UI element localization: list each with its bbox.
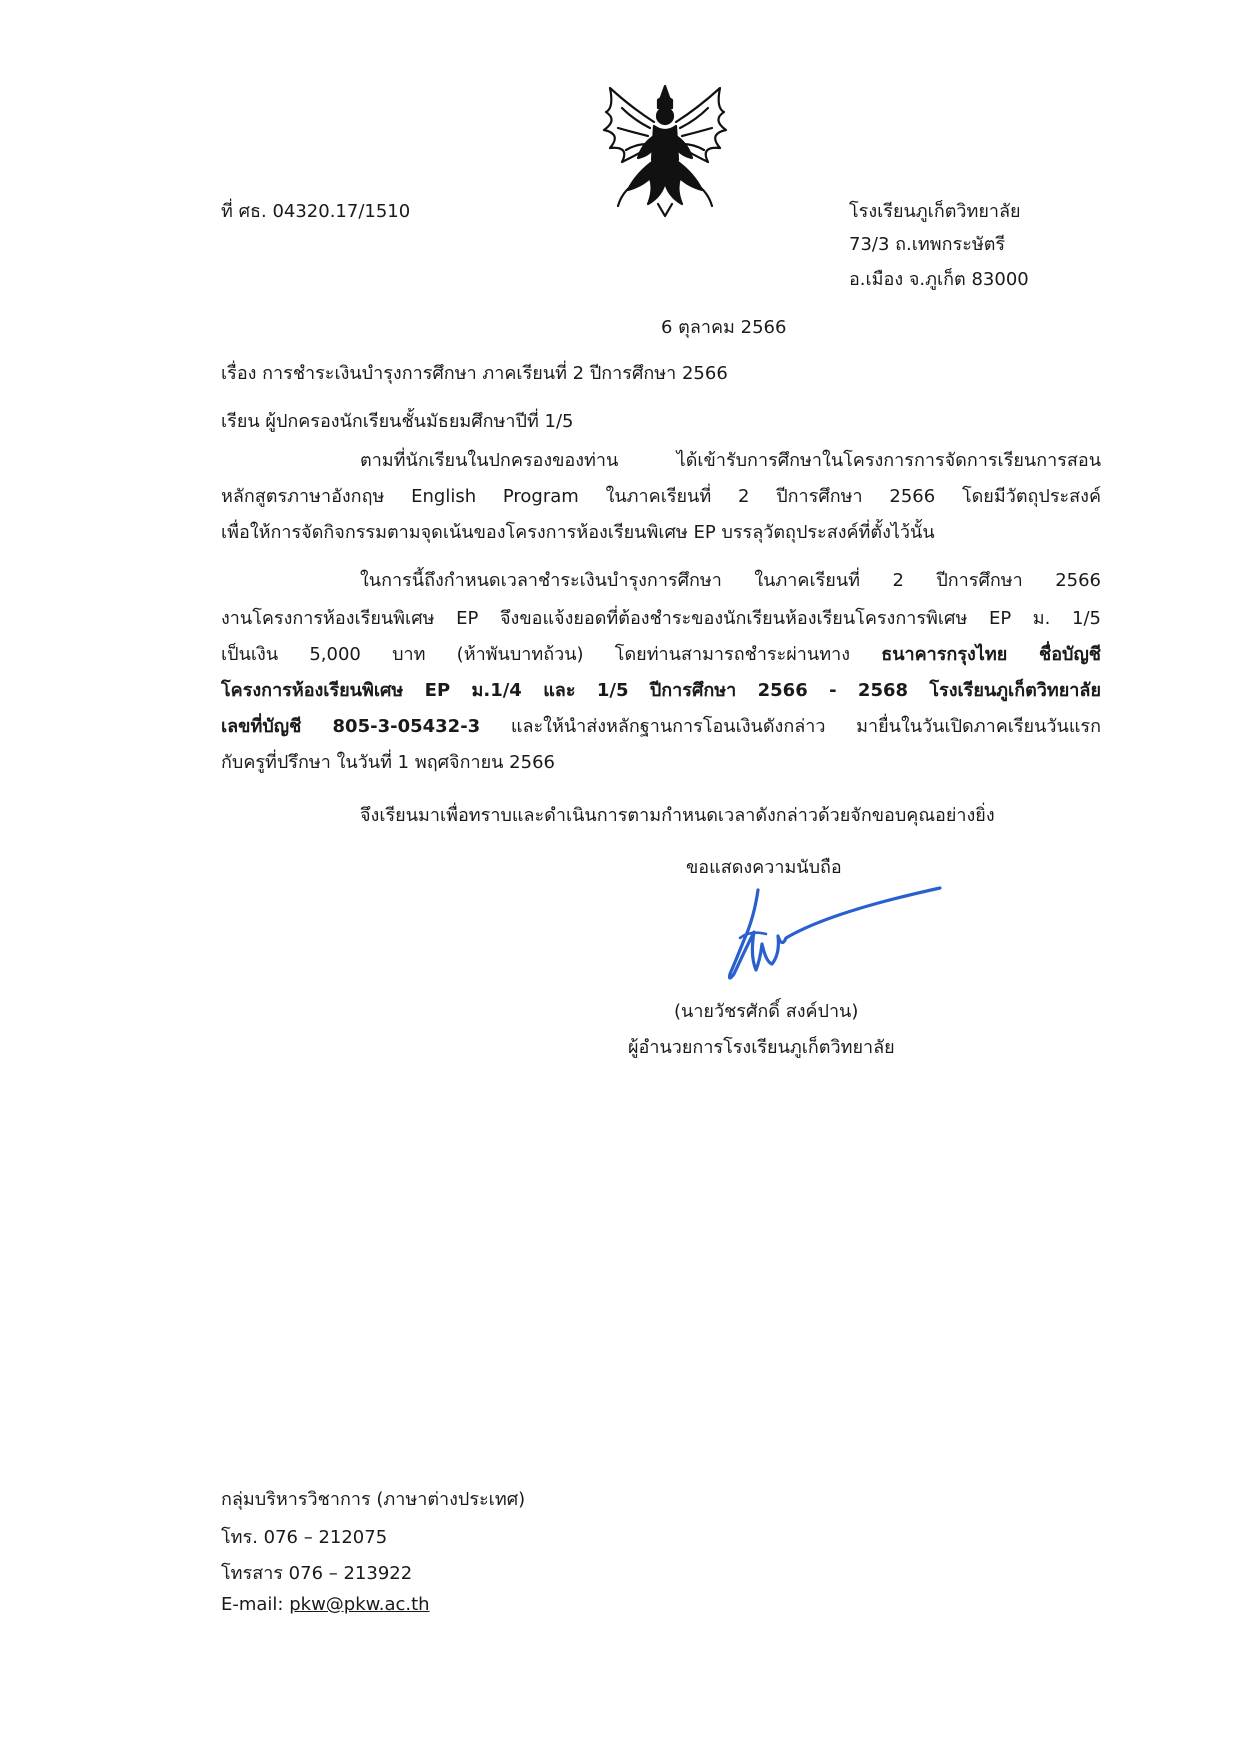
- paragraph-line: [221, 718, 1101, 736]
- paragraph-line: เพื่อให้การจัดกิจกรรมตามจุดเน้นของโครงการห้องเรียนพิเศษ EP บรรลุวัตถุประสงค์ที่ตั้งไว้นั้น: [221, 522, 935, 543]
- garuda-emblem-icon: [592, 78, 738, 218]
- sender-address-line1: 73/3 ถ.เทพกระษัตรี: [849, 234, 1006, 255]
- complimentary-close: ขอแสดงความนับถือ: [686, 857, 842, 878]
- signer-name: (นายวัชรศักดิ์ สงค์ปาน): [674, 1001, 859, 1022]
- contact-phone: โทร. 076 – 212075: [221, 1527, 388, 1548]
- payment-amount-text: เป็นเงิน 5,000 บาท (ห้าพันบาทถ้วน) โดยท่านสามารถชำระผ่านทาง: [221, 644, 882, 665]
- signer-title: ผู้อำนวยการโรงเรียนภูเก็ตวิทยาลัย: [628, 1037, 895, 1058]
- letter-recipient: เรียน ผู้ปกครองนักเรียนชั้นมัธยมศึกษาปีที่ 1/5: [221, 411, 574, 432]
- letter-date: 6 ตุลาคม 2566: [661, 317, 787, 338]
- paragraph-line: กับครูที่ปรึกษา ในวันที่ 1 พฤศจิกายน 2566: [221, 752, 555, 773]
- bank-name-text: ธนาคารกรุงไทย ชื่อบัญชี: [881, 644, 1101, 665]
- contact-email-link[interactable]: pkw@pkw.ac.th: [289, 1594, 430, 1615]
- contact-email-label: E-mail:: [221, 1594, 290, 1615]
- paragraph-line: ในการนี้ถึงกำหนดเวลาชำระเงินบำรุงการศึกษา ในภาคเรียนที่ 2 ปีการศึกษา 2566: [360, 570, 1101, 591]
- paragraph-line: ตามที่นักเรียนในปกครองของท่าน ได้เข้ารับการศึกษาในโครงการการจัดการเรียนการสอน: [360, 450, 1101, 471]
- reference-number: ที่ ศธ. 04320.17/1510: [221, 201, 411, 222]
- sender-name: โรงเรียนภูเก็ตวิทยาลัย: [849, 201, 1021, 222]
- sender-address-line2: อ.เมือง จ.ภูเก็ต 83000: [849, 269, 1029, 290]
- closing-paragraph: จึงเรียนมาเพื่อทราบและดำเนินการตามกำหนดเวลาดังกล่าวด้วยจักขอบคุณอย่างยิ่ง: [360, 805, 995, 826]
- signature-icon: [710, 878, 950, 988]
- contact-department: กลุ่มบริหารวิชาการ (ภาษาต่างประเทศ): [221, 1489, 526, 1510]
- account-name-text: โครงการห้องเรียนพิเศษ EP ม.1/4 และ 1/5 ปีการศึกษา 2566 - 2568 โรงเรียนภูเก็ตวิทยาลัย: [221, 680, 1101, 701]
- paragraph-line: [221, 646, 1101, 664]
- contact-fax: โทรสาร 076 – 213922: [221, 1563, 413, 1584]
- letter-subject: เรื่อง การชำระเงินบำรุงการศึกษา ภาคเรียนที่ 2 ปีการศึกษา 2566: [221, 363, 728, 384]
- paragraph-line: หลักสูตรภาษาอังกฤษ English Program ในภาคเรียนที่ 2 ปีการศึกษา 2566 โดยมีวัตถุประสงค์: [221, 486, 1101, 507]
- submission-instruction-text: และให้นำส่งหลักฐานการโอนเงินดังกล่าว มายื่นในวันเปิดภาคเรียนวันแรก: [480, 716, 1101, 737]
- paragraph-line: งานโครงการห้องเรียนพิเศษ EP จึงขอแจ้งยอดที่ต้องชำระของนักเรียนห้องเรียนโครงการพิเศษ EP ม. 1/5: [221, 608, 1101, 629]
- account-number-text: เลขที่บัญชี 805-3-05432-3: [221, 716, 481, 737]
- contact-email-row: [221, 1594, 430, 1615]
